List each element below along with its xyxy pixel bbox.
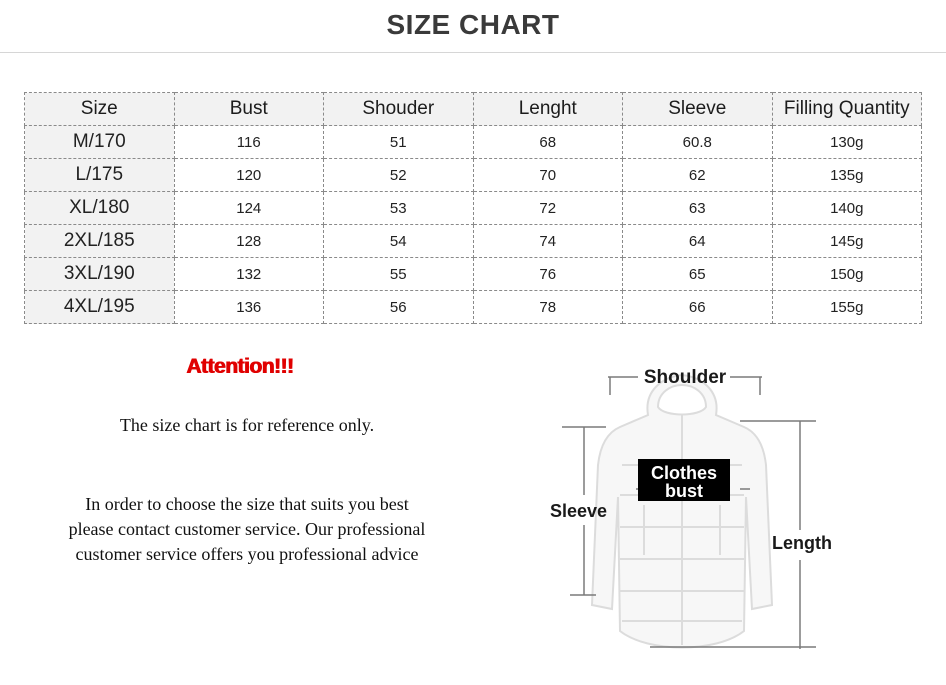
size-cell: L/175 — [25, 159, 175, 192]
size-cell: M/170 — [25, 126, 175, 159]
contact-note — [30, 492, 464, 567]
contact-note-line: please contact customer service. Our professional — [68, 519, 426, 539]
contact-note-line: In order to choose the size that suits you best — [85, 494, 409, 514]
filling-cell: 145g — [772, 225, 922, 258]
size-cell: 2XL/185 — [25, 225, 175, 258]
size-cell: 4XL/195 — [25, 291, 175, 324]
filling-cell: 140g — [772, 192, 922, 225]
page-title: SIZE CHART — [386, 9, 560, 40]
attention-notice: Attention!!! — [186, 355, 294, 378]
header-shoulder: Shouder — [324, 93, 474, 126]
sleeve-cell: 60.8 — [623, 126, 773, 159]
filling-cell: 155g — [772, 291, 922, 324]
filling-cell: 135g — [772, 159, 922, 192]
bust-cell: 136 — [174, 291, 324, 324]
filling-cell: 150g — [772, 258, 922, 291]
bust-label-line1: Clothes — [650, 463, 718, 483]
coat-measurement-diagram — [540, 355, 840, 665]
sleeve-cell: 66 — [623, 291, 773, 324]
shoulder-label: Shoulder — [643, 367, 727, 388]
header-sleeve: Sleeve — [623, 93, 773, 126]
table-row — [25, 159, 922, 192]
length-label: Length — [772, 533, 832, 553]
shoulder-cell: 52 — [324, 159, 474, 192]
shoulder-cell: 51 — [324, 126, 474, 159]
bust-cell: 116 — [174, 126, 324, 159]
length-cell: 74 — [473, 225, 623, 258]
table-row — [25, 225, 922, 258]
header-length: Lenght — [473, 93, 623, 126]
length-cell: 68 — [473, 126, 623, 159]
shoulder-cell: 55 — [324, 258, 474, 291]
bust-cell: 124 — [174, 192, 324, 225]
coat-silhouette-icon — [592, 375, 772, 648]
shoulder-cell: 56 — [324, 291, 474, 324]
shoulder-cell: 54 — [324, 225, 474, 258]
sleeve-cell: 65 — [623, 258, 773, 291]
header-filling-quantity: Filling Quantity — [772, 93, 922, 126]
sleeve-cell: 63 — [623, 192, 773, 225]
header-bust: Bust — [174, 93, 324, 126]
sleeve-label: Sleeve — [550, 501, 608, 521]
bust-cell: 120 — [174, 159, 324, 192]
bust-cell: 132 — [174, 258, 324, 291]
bust-label-line2: bust — [665, 481, 703, 501]
bust-cell: 128 — [174, 225, 324, 258]
table-row — [25, 291, 922, 324]
table-row — [25, 192, 922, 225]
length-cell: 78 — [473, 291, 623, 324]
shoulder-cell: 53 — [324, 192, 474, 225]
title-divider — [0, 52, 946, 53]
table-row — [25, 258, 922, 291]
size-cell: XL/180 — [25, 192, 175, 225]
table-row — [25, 126, 922, 159]
size-cell: 3XL/190 — [25, 258, 175, 291]
sleeve-cell: 62 — [623, 159, 773, 192]
header-size: Size — [25, 93, 175, 126]
length-cell: 70 — [473, 159, 623, 192]
table-header-row — [25, 93, 922, 126]
length-cell: 76 — [473, 258, 623, 291]
reference-note: The size chart is for reference only. — [119, 415, 375, 435]
contact-note-line: customer service offers you professional advice — [75, 544, 419, 564]
filling-cell: 130g — [772, 126, 922, 159]
length-cell: 72 — [473, 192, 623, 225]
sleeve-cell: 64 — [623, 225, 773, 258]
size-table — [24, 92, 922, 324]
